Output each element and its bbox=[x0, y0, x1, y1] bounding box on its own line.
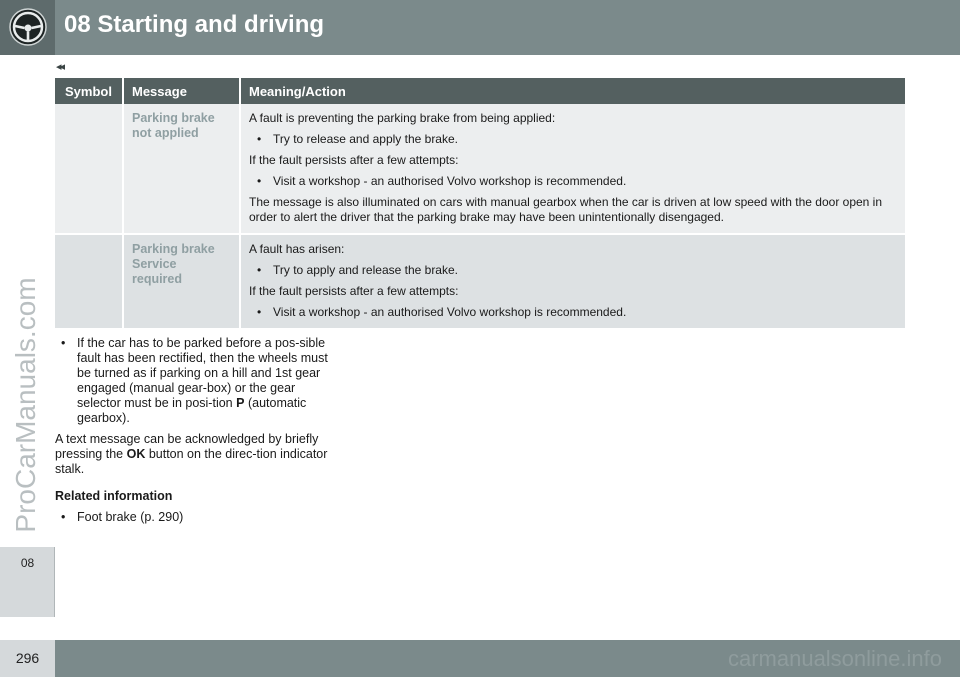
chapter-header bbox=[0, 0, 960, 55]
site-watermark: carmanualsonline.info bbox=[727, 646, 942, 671]
meaning-bullet: • Try to apply and release the brake. bbox=[249, 263, 897, 278]
meaning-bullet: • Visit a workshop - an authorised Volvo workshop is recommended. bbox=[249, 305, 897, 320]
meaning-middle: If the fault persists after a few attempts: bbox=[249, 153, 459, 167]
steering-wheel-icon bbox=[8, 7, 48, 47]
watermark-text: ProCarManuals.com bbox=[10, 277, 41, 533]
chapter-tab-label: 08 bbox=[20, 556, 35, 570]
message-line: Parking brake bbox=[132, 111, 215, 125]
meaning-cell bbox=[239, 104, 905, 233]
message-table bbox=[55, 78, 905, 328]
table-row bbox=[55, 233, 905, 328]
related-information-heading: Related information bbox=[55, 489, 173, 503]
parking-advice-end: (automatic gearbox). bbox=[77, 396, 307, 425]
meaning-intro: A fault is preventing the parking brake from being applied: bbox=[249, 111, 556, 125]
continuation-mark: ◂◂ bbox=[56, 61, 64, 73]
message-line: required bbox=[132, 272, 183, 286]
table-header-row bbox=[55, 78, 905, 104]
logo-box bbox=[0, 0, 55, 55]
chapter-title: 08 Starting and driving bbox=[64, 11, 325, 38]
acknowledge-end: button on the direc-tion indicator stalk. bbox=[55, 447, 328, 476]
meaning-note: The message is also illuminated on cars with manual gearbox when the car is driven at low speed with the door open in order to alert the driver that the parking brake may have been unintentionally disengaged. bbox=[249, 195, 883, 224]
parking-advice-bullet bbox=[55, 336, 330, 426]
table-row bbox=[55, 104, 905, 233]
related-link[interactable]: • Foot brake (p. 290) bbox=[55, 510, 330, 525]
acknowledge-paragraph bbox=[55, 432, 330, 477]
meaning-cell bbox=[239, 233, 905, 328]
chapter-tab[interactable] bbox=[0, 547, 55, 617]
page-number-box bbox=[0, 640, 55, 677]
column-header-symbol: Symbol bbox=[55, 78, 122, 104]
acknowledge-text: A text message can be acknowledged by briefly pressing the bbox=[55, 432, 319, 461]
column-header-message: Message bbox=[122, 78, 239, 104]
meaning-middle: If the fault persists after a few attempts: bbox=[249, 284, 459, 298]
symbol-cell bbox=[55, 233, 122, 328]
message-line: Service bbox=[132, 257, 177, 271]
meaning-bullet: • Visit a workshop - an authorised Volvo workshop is recommended. bbox=[249, 174, 897, 189]
message-cell bbox=[122, 104, 239, 233]
meaning-intro: A fault has arisen: bbox=[249, 242, 345, 256]
sidebar bbox=[0, 55, 55, 617]
parking-advice-text: If the car has to be parked before a pos-sible fault has been rectified, then the wheels must be turned as if parking on a hill and 1st gear engaged (manual gear-box) or the gear selector must be in posi-tion bbox=[77, 336, 328, 410]
body-text bbox=[55, 336, 330, 531]
message-line: Parking brake bbox=[132, 242, 215, 256]
symbol-cell bbox=[55, 104, 122, 233]
column-header-meaning: Meaning/Action bbox=[239, 78, 905, 104]
page-number: 296 bbox=[15, 650, 40, 666]
footer-bar bbox=[55, 640, 960, 677]
message-cell bbox=[122, 233, 239, 328]
gear-position-p: P bbox=[236, 396, 245, 410]
message-line: not applied bbox=[132, 126, 199, 140]
meaning-bullet: • Try to release and apply the brake. bbox=[249, 132, 897, 147]
ok-button-label: OK bbox=[126, 447, 146, 461]
